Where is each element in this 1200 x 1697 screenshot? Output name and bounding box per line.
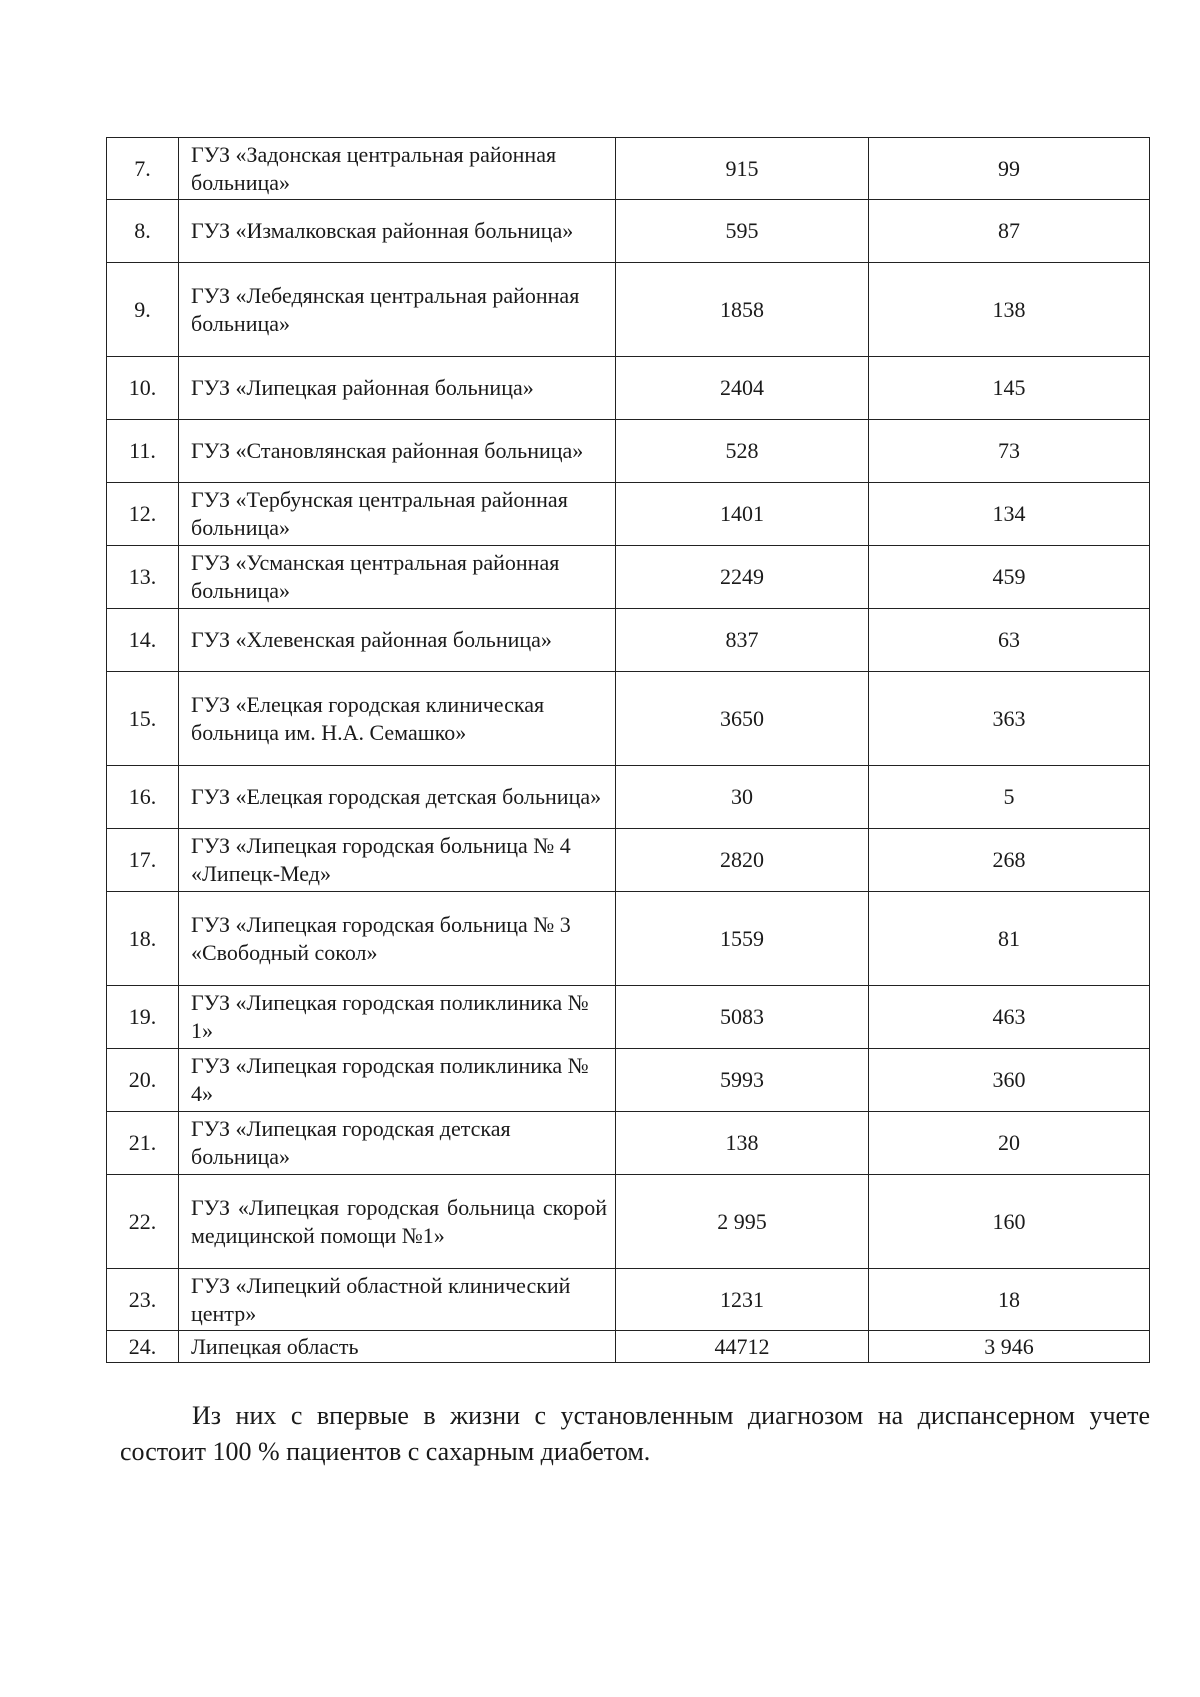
new-cases-count: 18 (869, 1269, 1150, 1331)
table-row (107, 138, 1150, 200)
row-number: 23. (107, 1269, 179, 1331)
new-cases-count: 160 (869, 1175, 1150, 1269)
new-cases-count: 268 (869, 829, 1150, 892)
new-cases-count: 99 (869, 138, 1150, 200)
hospital-name: ГУЗ «Елецкая городская детская больница» (179, 766, 616, 829)
new-cases-count: 81 (869, 892, 1150, 986)
hospital-name: ГУЗ «Усманская центральная районная больница» (179, 546, 616, 609)
table-row (107, 546, 1150, 609)
summary-paragraph: Из них с впервые в жизни с установленным диагнозом на диспансерном учете состоит 100 % пациентов с сахарным диабетом. (120, 1401, 1150, 1466)
hospital-name: ГУЗ «Хлевенская районная больница» (179, 609, 616, 672)
new-cases-count: 134 (869, 483, 1150, 546)
hospital-name: ГУЗ «Елецкая городская клиническая больница им. Н.А. Семашко» (179, 672, 616, 766)
new-cases-count: 363 (869, 672, 1150, 766)
patients-count: 5083 (616, 986, 869, 1049)
hospital-name: ГУЗ «Липецкая городская поликлиника № 1» (179, 986, 616, 1049)
row-number: 18. (107, 892, 179, 986)
table-row (107, 357, 1150, 420)
hospital-name: ГУЗ «Липецкая районная больница» (179, 357, 616, 420)
new-cases-count: 20 (869, 1112, 1150, 1175)
row-number: 13. (107, 546, 179, 609)
patients-count: 2249 (616, 546, 869, 609)
hospital-name: ГУЗ «Липецкая городская поликлиника № 4» (179, 1049, 616, 1112)
hospital-table (106, 137, 1150, 1363)
hospital-name: ГУЗ «Липецкая городская детская больница» (179, 1112, 616, 1175)
row-number: 7. (107, 138, 179, 200)
row-number: 22. (107, 1175, 179, 1269)
patients-count: 915 (616, 138, 869, 200)
patients-count: 138 (616, 1112, 869, 1175)
hospital-name: ГУЗ «Липецкая городская больница № 4 «Липецк-Мед» (179, 829, 616, 892)
row-number: 14. (107, 609, 179, 672)
row-number: 20. (107, 1049, 179, 1112)
patients-count: 5993 (616, 1049, 869, 1112)
patients-count: 528 (616, 420, 869, 483)
row-number: 15. (107, 672, 179, 766)
hospital-name: ГУЗ «Становлянская районная больница» (179, 420, 616, 483)
table-row (107, 892, 1150, 986)
table-row (107, 829, 1150, 892)
row-number: 8. (107, 200, 179, 263)
new-cases-count: 360 (869, 1049, 1150, 1112)
table-row (107, 1049, 1150, 1112)
new-cases-count: 87 (869, 200, 1150, 263)
patients-count: 30 (616, 766, 869, 829)
row-number: 17. (107, 829, 179, 892)
hospital-name: ГУЗ «Лебедянская центральная районная больница» (179, 263, 616, 357)
new-cases-count: 145 (869, 357, 1150, 420)
row-number: 24. (107, 1331, 179, 1363)
patients-count: 595 (616, 200, 869, 263)
hospital-name: ГУЗ «Измалковская районная больница» (179, 200, 616, 263)
row-number: 19. (107, 986, 179, 1049)
patients-count: 2820 (616, 829, 869, 892)
new-cases-total: 3 946 (869, 1331, 1150, 1363)
new-cases-count: 63 (869, 609, 1150, 672)
table-row (107, 672, 1150, 766)
table-row (107, 420, 1150, 483)
row-number: 21. (107, 1112, 179, 1175)
row-number: 16. (107, 766, 179, 829)
patients-count: 2 995 (616, 1175, 869, 1269)
hospital-name: ГУЗ «Липецкий областной клинический центр» (179, 1269, 616, 1331)
hospital-name: ГУЗ «Липецкая городская больница № 3 «Свободный сокол» (179, 892, 616, 986)
table-row (107, 986, 1150, 1049)
new-cases-count: 138 (869, 263, 1150, 357)
table-row (107, 766, 1150, 829)
new-cases-count: 463 (869, 986, 1150, 1049)
new-cases-count: 73 (869, 420, 1150, 483)
table-row (107, 1269, 1150, 1331)
hospital-name: ГУЗ «Задонская центральная районная больница» (179, 138, 616, 200)
patients-count: 1858 (616, 263, 869, 357)
table-row (107, 200, 1150, 263)
patients-count: 837 (616, 609, 869, 672)
row-number: 9. (107, 263, 179, 357)
row-number: 11. (107, 420, 179, 483)
patients-total: 44712 (616, 1331, 869, 1363)
patients-count: 1559 (616, 892, 869, 986)
hospital-name: ГУЗ «Тербунская центральная районная больница» (179, 483, 616, 546)
table-row-total (107, 1331, 1150, 1363)
patients-count: 1231 (616, 1269, 869, 1331)
table-row (107, 263, 1150, 357)
table-row (107, 483, 1150, 546)
new-cases-count: 5 (869, 766, 1150, 829)
patients-count: 3650 (616, 672, 869, 766)
row-number: 10. (107, 357, 179, 420)
hospital-name: ГУЗ «Липецкая городская больница скорой медицинской помощи №1» (179, 1175, 616, 1269)
table-row (107, 1175, 1150, 1269)
table-row (107, 1112, 1150, 1175)
region-total-label: Липецкая область (179, 1331, 616, 1363)
table-row (107, 609, 1150, 672)
new-cases-count: 459 (869, 546, 1150, 609)
patients-count: 1401 (616, 483, 869, 546)
patients-count: 2404 (616, 357, 869, 420)
row-number: 12. (107, 483, 179, 546)
